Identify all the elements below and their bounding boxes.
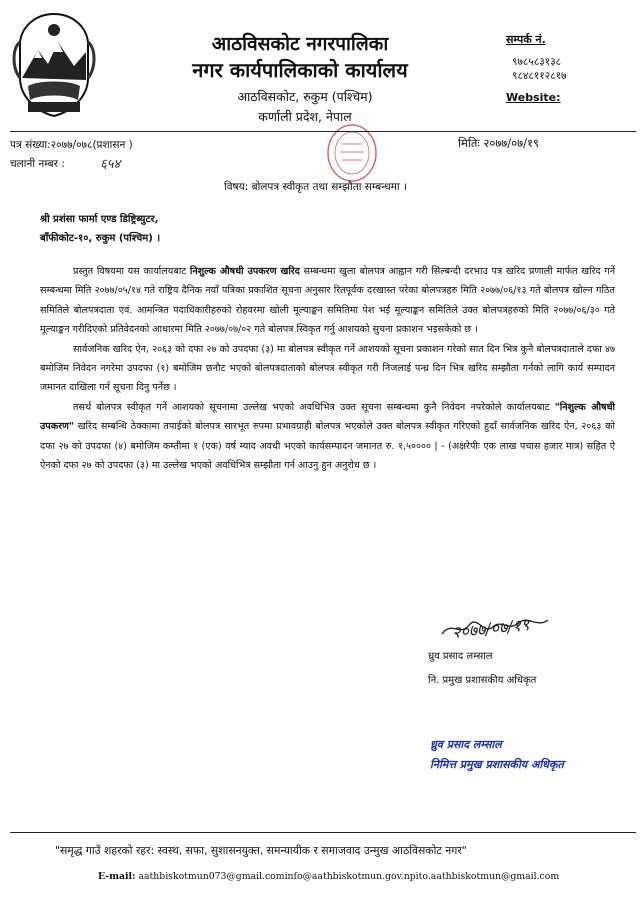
contact-block bbox=[506, 32, 636, 104]
municipality-name: आठविसकोट नगरपालिका bbox=[211, 33, 389, 55]
stamp-name: ध्रुव प्रसाद लम्साल bbox=[430, 738, 502, 751]
dispatch-number-label: चलानी नम्बर : bbox=[10, 158, 65, 170]
letter-subject: विषय: बोलपत्र स्वीकृत तथा सम्झौता सम्बन्धमा । bbox=[224, 181, 407, 193]
body-paragraph-3 bbox=[40, 398, 615, 476]
email-addresses: aathbiskotmun073@gmail.cominfo@aathbiskotmun.gov.npito.aathbiskotmun@gmail.com bbox=[135, 871, 560, 882]
footer-slogan: "समृद्ध गाउँ शहरको रहर: स्वस्थ, सफा, सुशासनयुक्त, समन्यायीक र समाजवाद उन्मुख आठविसकोट नगर" bbox=[55, 844, 467, 857]
recipient-address: बाँफीकोट-१०, रुकुम (पश्चिम) । bbox=[40, 233, 161, 244]
header-divider bbox=[10, 131, 636, 132]
office-seal-stamp bbox=[322, 120, 382, 186]
province-country: कर्णाली प्रदेश, नेपाल bbox=[258, 109, 352, 124]
office-address: आठविसकोट, रुकुम (पश्चिम) bbox=[237, 89, 373, 104]
contact-phone-1: ९७८५८३१३८ bbox=[512, 56, 562, 68]
website-label: Website: bbox=[506, 91, 561, 104]
body-p3-text-a: तसर्थ बोलपत्र स्वीकृत गर्ने आशयको सूचनामा उल्लेख भएको अवधिभित्र उक्त सूचना सम्बन्धमा कुनै निवेदन नपरेकोले कार्यालयबाट bbox=[73, 401, 555, 413]
nepal-government-emblem bbox=[8, 8, 100, 120]
body-p1-text-b: सम्बन्धमा खुला बोलपत्र आह्वान गरी सिल्बन्दी दरभाउ पत्र खरिद प्रणाली मार्फत खरिद गर्ने सम्बन्धमा मिति २०७७/०५/१४ गते राष्ट्रिय दैनिक नयाँ पत्रिका प्रकाशित सूचना अनुसार रितपूर्वक दरखास्त परेका बोलपत्रहरु मिति २०७७/०६/१३ गते बोलपत्र खोल्न गठित समितिले बोलपत्रदाता एवं. आमन्त्रित पदाधिकारीहरुको रोहवरमा खोली मूल्याङ्कन समितिमा पेश भई मूल्याङ्कन समितिले उक्त बोलपत्रहरुको मिति २०७७/०६/३० गते मूल्याङ्कन गरीदिएको प्रतिवेदनको आधारमा मिति २०७७/०७/०२ गते बोलपत्र स्विकृत गर्नु आशयको सुचना प्रकाशन भइसकेको छ । bbox=[40, 266, 616, 336]
letter-body bbox=[40, 262, 615, 475]
body-p3-text-b: खरिद सम्बन्धि ठेक्कामा तपाईको बोलपत्र सारभूत रुपमा प्रभावग्राही बोलपत्र भएकोले उक्त बोलपत्र स्वीकृत गरिएको हुदाँ सार्वजनिक खरिद ऐन, २०६३ को दफा २७ को उपदफा (४) बमोजिम कम्तीमा १ (एक) वर्ष म्याद अवधी भएको कार्यसम्पादन जमानत रु. १,५०००० | - (अक्षरेपीः एक लाख पचास हजार मात्र) सहित ऐ ऐनको दफा २७ को उपदफा (३) मा उल्लेख भएको अवधिभित्र सम्झौता गर्न आउनु हुन अनुरोध छ । bbox=[40, 421, 615, 472]
email-label: E-mail: bbox=[98, 871, 136, 882]
body-paragraph-1 bbox=[40, 262, 615, 340]
signatory-designation: नि. प्रमुख प्रशासकीय अधिकृत bbox=[428, 675, 537, 686]
reference-number: पत्र संख्या:२०७७/०७८(प्रशासन ) bbox=[10, 139, 133, 151]
footer-email bbox=[98, 871, 559, 882]
office-name: नगर कार्यपालिकाको कार्यालय bbox=[192, 58, 408, 82]
dispatch-number-value: ६५४ bbox=[100, 157, 121, 172]
body-p3-highlight: "निशुल्क औषधी उपकरण" bbox=[40, 401, 615, 433]
signatory-name: ध्रुव प्रसाद लम्साल bbox=[428, 651, 493, 662]
body-p1-text-a: प्रस्तुत विषयमा यस कार्यालयबाट bbox=[73, 266, 190, 277]
stamp-designation: निमित्त प्रमुख प्रशासकीय अधिकृत bbox=[430, 758, 564, 771]
contact-phone-2: ९८४८११२८१७ bbox=[512, 70, 567, 82]
footer-divider bbox=[10, 832, 636, 833]
contact-title: सम्पर्क नं. bbox=[506, 33, 546, 46]
recipient-name: श्री प्रशंसा फार्मा एण्ड डिष्ट्रिब्युटर, bbox=[40, 214, 159, 225]
signature-name-stamp bbox=[430, 735, 610, 783]
body-p1-highlight: निशुल्क औषधी उपकरण खरिद bbox=[189, 266, 300, 277]
letter-date: मितिः २०७७/०७/१९ bbox=[458, 136, 539, 150]
body-paragraph-2: सार्वजनिक खरिद ऐन, २०६३ को दफा २७ को उपदफा (३) मा बोलपत्र स्वीकृत गर्ने आशयको सूचना प्रकाशन गरेको सात दिन भित्र कुनै बोलपत्रदाताले दफा ४७ बमोजिम निवेदन नगरेमा उपदफा (१) बमोजिम छनौट भएको बोलपत्रदाताको बोलपत्र स्वीकृत गरी निजलाई पन्ध्र दिन भित्र खरिद सम्झौता गर्नको लागि कार्य सम्पादन जमानत दाखिला गर्न सूचना दिनु पर्नेछ । bbox=[40, 343, 615, 394]
signature-scribble bbox=[440, 612, 550, 642]
handwritten-signature: २०७७/०७/१९ bbox=[451, 615, 531, 642]
